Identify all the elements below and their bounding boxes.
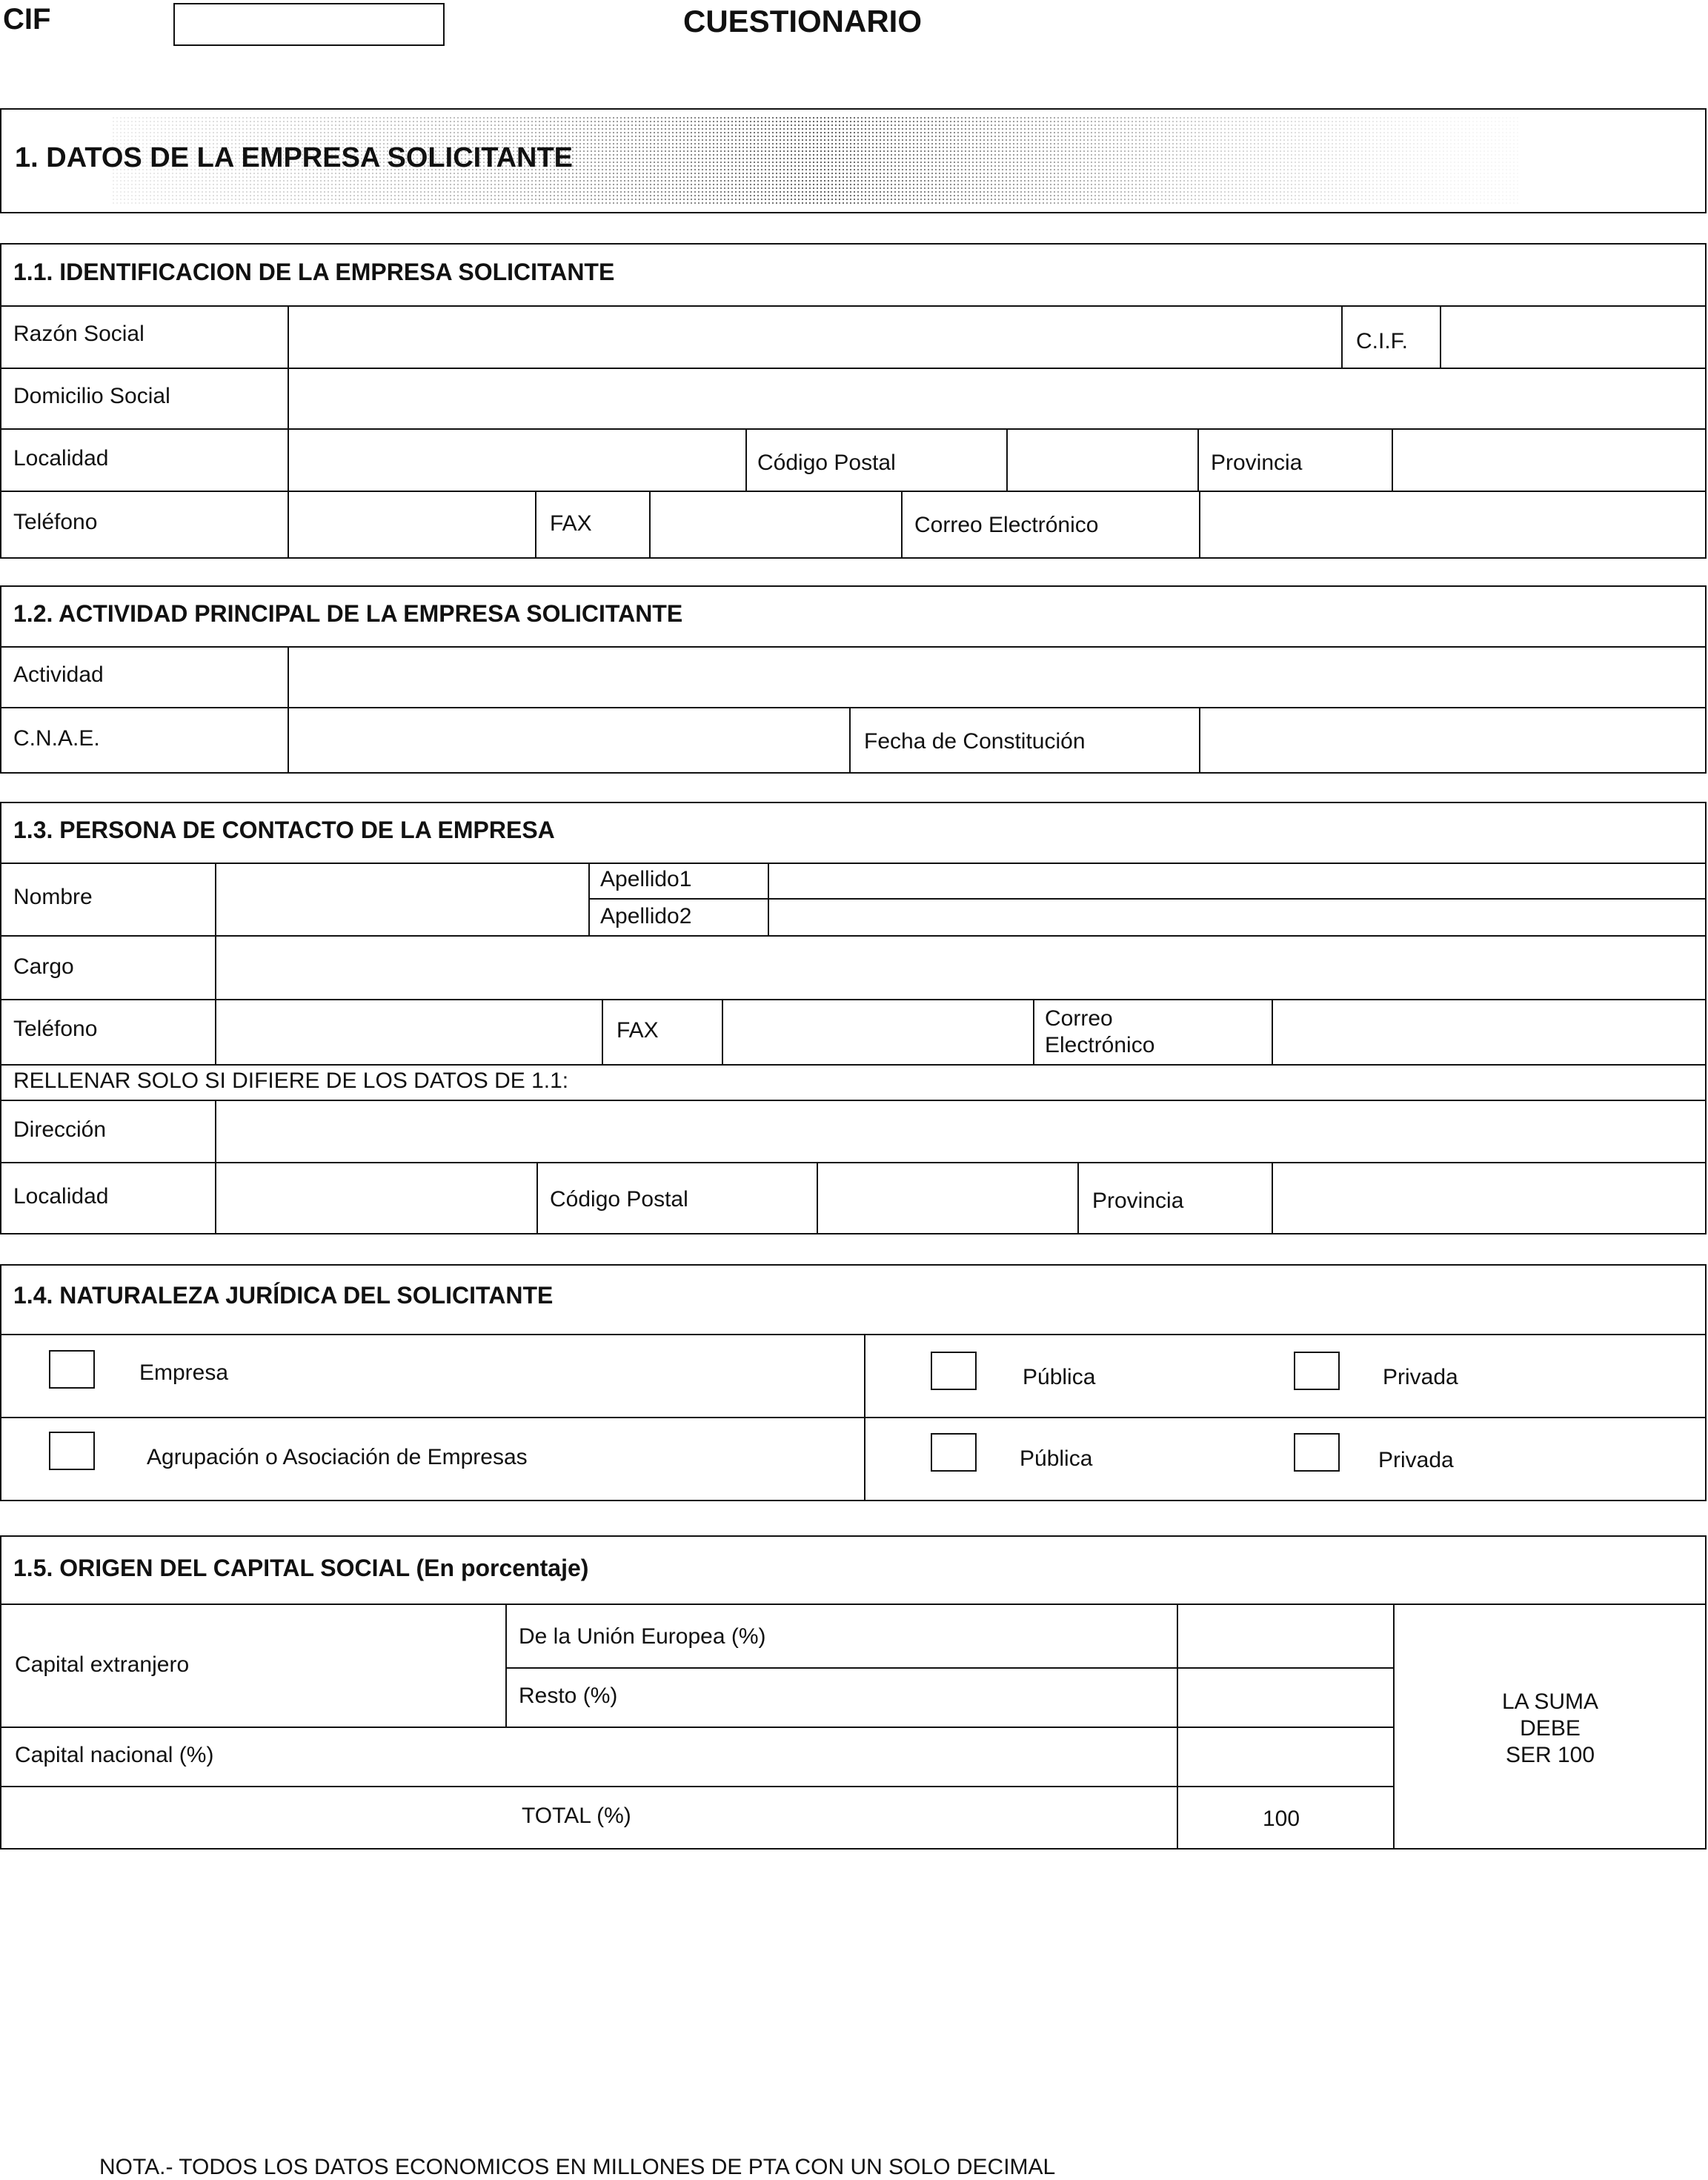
fecha-constitucion-input[interactable]	[1200, 708, 1704, 771]
agrupacion-label: Agrupación o Asociación de Empresas	[147, 1445, 528, 1469]
contacto-provincia-label: Provincia	[1092, 1189, 1184, 1213]
direccion-label: Dirección	[13, 1117, 107, 1142]
cif-input-table[interactable]	[1441, 307, 1705, 366]
total-value: 100	[1263, 1807, 1300, 1831]
fax-label: FAX	[550, 511, 592, 536]
contacto-codigo-postal-input[interactable]	[818, 1163, 1077, 1233]
suma-note-2: DEBE	[1520, 1716, 1581, 1741]
contacto-localidad-input[interactable]	[216, 1163, 536, 1233]
resto-input[interactable]	[1178, 1669, 1393, 1725]
section-1-1-title: 1.1. IDENTIFICACION DE LA EMPRESA SOLICITANTE	[13, 259, 615, 285]
contacto-telefono-label: Teléfono	[13, 1017, 98, 1041]
empresa-privada-checkbox[interactable]	[1294, 1352, 1340, 1390]
direccion-input[interactable]	[216, 1101, 1704, 1160]
fecha-constitucion-label: Fecha de Constitución	[864, 729, 1086, 754]
footer-note: NOTA.- TODOS LOS DATOS ECONOMICOS EN MILLONES DE PTA CON UN SOLO DECIMAL	[99, 2155, 1056, 2179]
contacto-telefono-input[interactable]	[216, 1000, 602, 1063]
cargo-input[interactable]	[216, 937, 1704, 997]
contacto-codigo-postal-label: Código Postal	[550, 1187, 688, 1212]
codigo-postal-label: Código Postal	[757, 451, 896, 475]
agrupacion-checkbox[interactable]	[49, 1432, 95, 1470]
capital-nacional-label: Capital nacional (%)	[15, 1743, 214, 1767]
nombre-input[interactable]	[216, 864, 588, 934]
domicilio-input[interactable]	[289, 369, 1704, 427]
contacto-correo-label-1: Correo	[1045, 1006, 1113, 1031]
agrupacion-privada-checkbox[interactable]	[1294, 1433, 1340, 1472]
section-1-title: 1. DATOS DE LA EMPRESA SOLICITANTE	[15, 142, 574, 173]
ue-label: De la Unión Europea (%)	[519, 1624, 766, 1649]
correo-input[interactable]	[1200, 492, 1704, 556]
agrupacion-publica-checkbox[interactable]	[931, 1433, 977, 1472]
capital-extranjero-label: Capital extranjero	[15, 1652, 190, 1677]
section-1-banner	[0, 108, 1707, 213]
empresa-privada-label: Privada	[1383, 1365, 1458, 1389]
actividad-input[interactable]	[289, 648, 1704, 705]
contacto-fax-label: FAX	[617, 1018, 659, 1043]
rellenar-note: RELLENAR SOLO SI DIFIERE DE LOS DATOS DE 1.1:	[13, 1069, 569, 1093]
ue-input[interactable]	[1178, 1605, 1393, 1666]
contacto-provincia-input[interactable]	[1273, 1163, 1704, 1233]
suma-note-3: SER 100	[1505, 1743, 1595, 1767]
empresa-publica-checkbox[interactable]	[931, 1352, 977, 1390]
correo-label: Correo Electrónico	[914, 513, 1099, 537]
provincia-label: Provincia	[1211, 451, 1303, 475]
cif-input[interactable]	[173, 3, 445, 46]
empresa-checkbox[interactable]	[49, 1350, 95, 1389]
resto-label: Resto (%)	[519, 1684, 618, 1708]
fax-input[interactable]	[651, 492, 901, 556]
cif-label: CIF	[3, 3, 51, 36]
apellido2-input[interactable]	[769, 900, 1704, 934]
contacto-correo-label-2: Electrónico	[1045, 1033, 1155, 1057]
section-1-3-title: 1.3. PERSONA DE CONTACTO DE LA EMPRESA	[13, 817, 555, 843]
cargo-label: Cargo	[13, 954, 74, 979]
empresa-publica-label: Pública	[1023, 1365, 1096, 1389]
apellido1-input[interactable]	[769, 864, 1704, 897]
nombre-label: Nombre	[13, 885, 93, 909]
provincia-input[interactable]	[1393, 430, 1704, 489]
agrupacion-privada-label: Privada	[1378, 1448, 1454, 1472]
apellido2-label: Apellido2	[600, 904, 692, 928]
suma-note-1: LA SUMA	[1501, 1689, 1599, 1714]
apellido1-label: Apellido1	[600, 867, 692, 891]
telefono-input[interactable]	[289, 492, 535, 556]
total-label: TOTAL (%)	[522, 1804, 631, 1828]
cnae-label: C.N.A.E.	[13, 726, 100, 751]
telefono-label: Teléfono	[13, 510, 98, 534]
section-1-4-title: 1.4. NATURALEZA JURÍDICA DEL SOLICITANTE	[13, 1282, 554, 1309]
localidad-label: Localidad	[13, 446, 109, 471]
agrupacion-publica-label: Pública	[1020, 1446, 1093, 1471]
contacto-correo-input[interactable]	[1273, 1000, 1704, 1063]
page-title: CUESTIONARIO	[683, 4, 923, 39]
contacto-localidad-label: Localidad	[13, 1184, 109, 1209]
contacto-fax-input[interactable]	[723, 1000, 1033, 1063]
cnae-input[interactable]	[289, 708, 849, 771]
actividad-label: Actividad	[13, 662, 104, 687]
section-1-5-title: 1.5. ORIGEN DEL CAPITAL SOCIAL (En porcentaje)	[13, 1555, 589, 1581]
razon-social-input[interactable]	[289, 307, 1341, 366]
empresa-label: Empresa	[139, 1360, 229, 1385]
razon-social-label: Razón Social	[13, 322, 144, 346]
capital-nacional-input[interactable]	[1178, 1728, 1393, 1784]
domicilio-label: Domicilio Social	[13, 384, 170, 408]
cif-label-table: C.I.F.	[1356, 329, 1409, 353]
section-1-2-title: 1.2. ACTIVIDAD PRINCIPAL DE LA EMPRESA SOLICITANTE	[13, 600, 683, 627]
codigo-postal-input[interactable]	[1008, 430, 1197, 489]
localidad-input[interactable]	[289, 430, 745, 489]
